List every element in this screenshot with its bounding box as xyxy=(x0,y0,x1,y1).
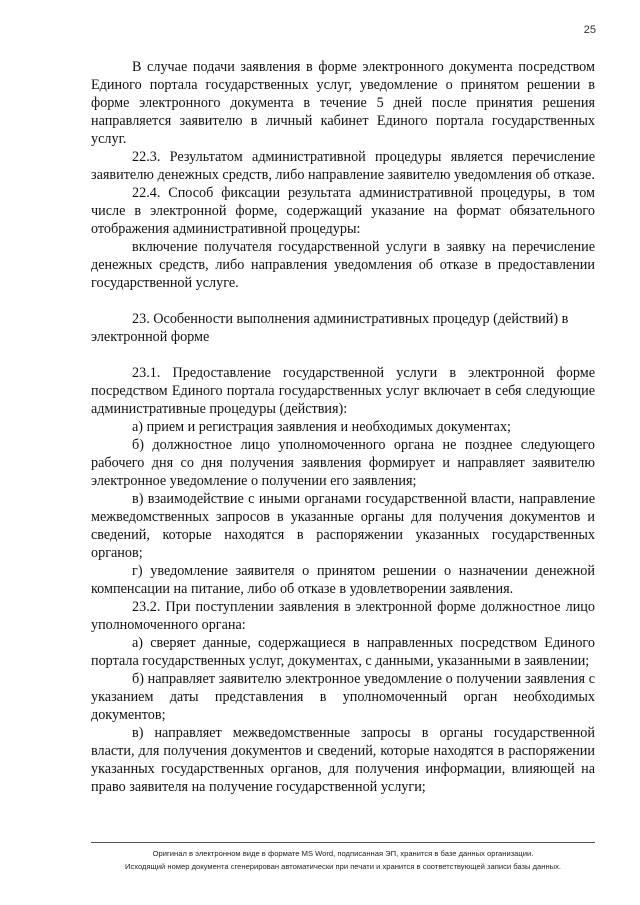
footer-line-original: Оригинал в электронном виде в формате MS Word, подписанная ЭП, хранится в базе данных организации. xyxy=(152,849,534,858)
paragraph-23-2: 23.2. При поступлении заявления в электронной форме должностное лицо уполномоченного органа: xyxy=(91,599,595,633)
footer-divider xyxy=(91,842,595,843)
paragraph-gap xyxy=(91,346,595,364)
list-item-a-verify: а) сверяет данные, содержащиеся в направленных посредством Единого портала государственных услуг, документах, с данными, указанными в заявлении; xyxy=(91,635,595,669)
paragraph-23-1: 23.1. Предоставление государственной услуги в электронной форме посредством Единого портала государственных услуг включает в себя следующие административные процедуры (действия): xyxy=(91,365,595,417)
section-heading-23: 23. Особенности выполнения административных процедур (действий) в электронной форме xyxy=(91,311,569,345)
list-item-b: б) должностное лицо уполномоченного органа не позднее следующего рабочего дня со дня получения заявления формирует и направляет заявителю электронное уведомление о получении его заявления; xyxy=(91,437,595,489)
paragraph-portal-notice: В случае подачи заявления в форме электронного документа посредством Единого портала государственных услуг, уведомление о принятом решении в форме электронного документа в течение 5 дней после принятия решения направляется заявителю в личный кабинет Единого портала государственных услуг. xyxy=(91,59,595,147)
list-item-g: г) уведомление заявителя о принятом решении о назначении денежной компенсации на питание, либо об отказе в удовлетворении заявления. xyxy=(91,563,595,597)
list-item-b-notify: б) направляет заявителю электронное уведомление о получении заявления с указанием даты представления в уполномоченный орган необходимых документов; xyxy=(91,671,595,723)
document-body xyxy=(91,58,595,796)
document-footer xyxy=(70,847,616,873)
list-item-a: а) прием и регистрация заявления и необходимых документах; xyxy=(132,419,511,435)
list-item-v-requests: в) направляет межведомственные запросы в органы государственной власти, для получения документов и сведений, которые находятся в распоряжении указанных государственных органов, для получения информации, влияющей на право заявителя на получение государственной услуги; xyxy=(91,725,595,795)
paragraph-gap xyxy=(91,292,595,310)
paragraph-22-3: 22.3. Результатом административной процедуры является перечисление заявителю денежных средств, либо направление заявителю уведомления об отказе. xyxy=(91,149,595,183)
footer-line-number: Исходящий номер документа сгенерирован автоматически при печати и хранится в соответствующей записи базы данных. xyxy=(124,862,561,871)
list-item-v: в) взаимодействие с иными органами государственной власти, направление межведомственных запросов в указанные органы для получения документов и сведений, которые находятся в распоряжении указанных государственных органов; xyxy=(91,491,595,561)
paragraph-22-4: 22.4. Способ фиксации результата административной процедуры, в том числе в электронной форме, содержащий указание на формат обязательного отображения административной процедуры: xyxy=(91,185,595,237)
page-number: 25 xyxy=(583,24,596,36)
paragraph-inclusion: включение получателя государственной услуги в заявку на перечисление денежных средств, либо направления уведомления об отказе в предоставлении государственной услуге. xyxy=(91,239,595,291)
